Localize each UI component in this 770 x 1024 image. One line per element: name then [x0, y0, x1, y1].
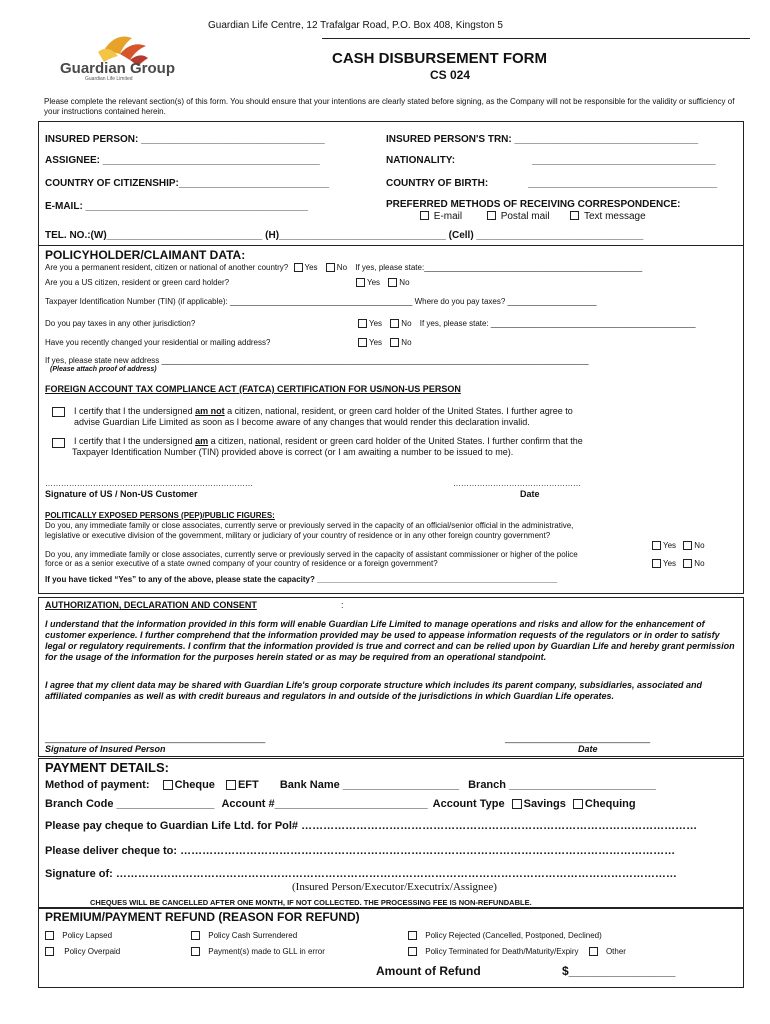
auth-paragraph-2: I agree that my client data may be shared with Guardian Life's group corporate structure which includes its parent company, subsidiaries, associated and affiliated companies as well as with credit bureaus and regulators in and outside of the jurisdictions in which Guardian Life operates.: [45, 680, 702, 701]
refund-rejected-checkbox[interactable]: [408, 931, 417, 940]
birth-country-label: COUNTRY OF BIRTH:: [386, 178, 489, 189]
auth-heading-colon: :: [341, 600, 344, 610]
fatca-not-us-checkbox[interactable]: [52, 407, 65, 417]
q-address-change-text: Have you recently changed your residential or mailing address?: [45, 338, 271, 347]
cheque-cancel-notice: CHEQUES WILL BE CANCELLED AFTER ONE MONTH, IF NOT COLLECTED. THE PROCESSING FEE IS NON-REFUNDABLE.: [90, 898, 532, 907]
pep-capacity-field[interactable]: If you have ticked “Yes” to any of the above, please state the capacity? ______________________________________________________: [45, 575, 558, 584]
refund-surrendered-checkbox[interactable]: [191, 931, 200, 940]
fatca-date-label: Date: [520, 489, 540, 499]
refund-terminated-option: [408, 947, 626, 957]
fatca-us-checkbox[interactable]: [52, 438, 65, 448]
refund-rejected-option: [408, 931, 602, 941]
q2-yes-label: Yes: [367, 278, 381, 288]
eft-checkbox[interactable]: [226, 780, 236, 790]
logo-name: Guardian Group: [60, 60, 176, 77]
pep-q1-options: [652, 541, 705, 551]
pep-q1-yes-checkbox[interactable]: [652, 541, 661, 550]
refund-overpaid-option: [45, 947, 120, 957]
payment-method-row: [45, 779, 656, 791]
refund-terminated-checkbox[interactable]: [408, 947, 417, 956]
fatca-date-line[interactable]: …………………………………………: [453, 479, 581, 488]
q-other-jurisdiction-text: Do you pay taxes in any other jurisdiction?: [45, 319, 196, 328]
auth-signature-label: Signature of Insured Person: [45, 744, 166, 754]
payment-signature-field[interactable]: Signature of: ………………………………………………………………………………………………………………………………………: [45, 868, 677, 880]
q-other-jurisdiction-options: [358, 319, 696, 329]
pep-q2-options: [652, 559, 705, 569]
payment-signature-sub: (Insured Person/Executor/Executrix/Assignee): [292, 881, 497, 893]
pep-q1-text-b: legislative or executive division of the government, military or judiciary of your country of residence or in any other foreign country government?: [45, 531, 551, 540]
fatca-cert1-text-c: advise Guardian Life Limited as soon as I become aware of any changes that would render this declaration invalid.: [74, 417, 530, 427]
nationality-label: NATIONALITY:: [386, 155, 456, 166]
pref-methods-options: [420, 211, 646, 222]
pref-text-label: Text message: [583, 211, 646, 222]
pref-postal-label: Postal mail: [500, 211, 550, 222]
refund-overpaid-label: Policy Overpaid: [64, 947, 121, 957]
refund-gll-error-option: [191, 947, 325, 957]
refund-heading: PREMIUM/PAYMENT REFUND (REASON FOR REFUND): [45, 910, 360, 924]
account-number-field[interactable]: Account #_________________________: [221, 798, 428, 810]
fatca-cert2-text-c: Taxpayer Identification Number (TIN) provided above is correct (or I am awaiting a number to be issued to me).: [72, 447, 514, 457]
q4-yes-checkbox[interactable]: [358, 319, 367, 328]
refund-rejected-label: Policy Rejected (Cancelled, Postponed, Declined): [425, 931, 602, 941]
q-us-citizen-text: Are you a US citizen, resident or green card holder?: [45, 278, 230, 287]
account-row: [45, 798, 636, 810]
pref-methods-label: PREFERRED METHODS OF RECEIVING CORRESPONDENCE:: [386, 199, 681, 210]
pep-q2-yes-label: Yes: [663, 559, 677, 569]
account-type-label: Account Type: [432, 798, 505, 810]
q5-yes-checkbox[interactable]: [358, 338, 367, 347]
pep-q2-text-a: Do you, any immediate family or close associates, currently serve or previously served in the capacity of assistant commissioner or higher of the police: [45, 550, 578, 559]
pep-q1-yes-label: Yes: [663, 541, 677, 551]
q4-yes-label: Yes: [369, 319, 383, 329]
q1-yes-label: Yes: [304, 263, 318, 273]
auth-heading: AUTHORIZATION, DECLARATION AND CONSENT: [45, 600, 257, 610]
refund-other-checkbox[interactable]: [589, 947, 598, 956]
refund-lapsed-label: Policy Lapsed: [62, 931, 113, 941]
q5-no-checkbox[interactable]: [390, 338, 399, 347]
fatca-signature-label: Signature of US / Non-US Customer: [45, 489, 198, 499]
fatca-heading: FOREIGN ACCOUNT TAX COMPLIANCE ACT (FATCA) CERTIFICATION FOR US/NON-US PERSON: [45, 384, 461, 394]
branch-code-field[interactable]: Branch Code ________________: [45, 798, 215, 810]
intro-text: Please complete the relevant section(s) of this form. You should ensure that your intentions are clearly stated before signing, as the Company will not be responsible for the validity or sufficiency of your instructions contained herein.: [44, 97, 735, 116]
q1-followup-field[interactable]: If yes, please state:_________________________________________________: [355, 263, 643, 273]
claimant-divider: [38, 245, 744, 246]
form-title: CASH DISBURSEMENT FORM: [332, 50, 548, 67]
insured-trn-field[interactable]: INSURED PERSON'S TRN: _________________________________: [386, 134, 699, 145]
payment-method-label: Method of payment:: [45, 779, 150, 791]
assignee-field[interactable]: ASSIGNEE: _______________________________________: [45, 155, 320, 166]
refund-other-label: Other: [605, 947, 626, 957]
q4-followup-field[interactable]: If yes, please state: ______________________________________________: [419, 319, 696, 329]
birth-country-field[interactable]: __________________________________: [528, 178, 718, 189]
cheque-checkbox[interactable]: [163, 780, 173, 790]
fatca-cert2-text-b: a citizen, national, resident or green card holder of the United States. I further confirm that the: [208, 436, 583, 446]
q-address-change-options: [358, 338, 412, 348]
fatca-cert-us: [74, 436, 583, 446]
q4-no-checkbox[interactable]: [390, 319, 399, 328]
refund-amount-label: Amount of Refund: [376, 964, 481, 978]
q5-no-label: No: [401, 338, 412, 348]
pep-q2-no-label: No: [694, 559, 705, 569]
refund-gll-error-checkbox[interactable]: [191, 947, 200, 956]
q5-yes-label: Yes: [369, 338, 383, 348]
eft-label: EFT: [237, 779, 259, 791]
form-code: CS 024: [430, 68, 471, 82]
q1-no-label: No: [336, 263, 348, 273]
auth-date-line[interactable]: _____________________________: [505, 733, 651, 743]
q1-yes-checkbox[interactable]: [294, 263, 303, 272]
fatca-cert1-text-a: I certify that I the undersigned: [74, 406, 196, 416]
chequing-label: Chequing: [584, 798, 636, 810]
refund-gll-error-label: Payment(s) made to GLL in error: [208, 947, 325, 957]
tin-field[interactable]: Taxpayer Identification Number (TIN) (if applicable): _________________________________________ Where do you pay taxes? ____________________: [45, 297, 597, 306]
pep-q2-text-b: force or as a senior executive of a state owned company of your country of residence or a foreign government?: [45, 559, 438, 568]
auth-signature-line[interactable]: ____________________________________________: [45, 733, 266, 743]
insured-person-field[interactable]: INSURED PERSON: _________________________________: [45, 134, 325, 145]
branch-field[interactable]: Branch ________________________: [468, 779, 656, 791]
savings-label: Savings: [523, 798, 566, 810]
company-address: Guardian Life Centre, 12 Trafalgar Road, P.O. Box 408, Kingston 5: [208, 20, 503, 31]
q-permanent-resident: [45, 263, 642, 273]
pay-cheque-field[interactable]: Please pay cheque to Guardian Life Ltd. for Pol# ………………………………………………………………………………………………: [45, 820, 698, 832]
new-address-field[interactable]: If yes, please state new address ________________________________________________________________________________________________: [45, 356, 589, 365]
pref-email-label: E-mail: [433, 211, 463, 222]
q-permanent-resident-text: Are you a permanent resident, citizen or national of another country?: [45, 263, 289, 273]
savings-checkbox[interactable]: [512, 799, 522, 809]
fatca-cert-not-us: [74, 406, 573, 416]
fatca-cert1-emphasis: am not: [195, 406, 225, 416]
claimant-heading: POLICYHOLDER/CLAIMANT DATA:: [45, 248, 246, 262]
refund-amount-field[interactable]: $________________: [562, 964, 676, 978]
pref-email-checkbox[interactable]: [420, 211, 429, 220]
fatca-signature-line[interactable]: ……………………………………………………………………: [45, 479, 253, 488]
fatca-cert1-text-b: a citizen, national, resident, or green card holder of the United States. I further agree to: [224, 406, 573, 416]
proof-address-note: (Please attach proof of address): [50, 366, 157, 373]
bank-name-field[interactable]: Bank Name ___________________: [279, 779, 460, 791]
refund-surrendered-label: Policy Cash Surrendered: [208, 931, 298, 941]
fatca-cert2-text-a: I certify that I the undersigned: [74, 436, 196, 446]
auth-date-label: Date: [578, 744, 598, 754]
refund-lapsed-option: [45, 931, 112, 941]
pep-q1-no-label: No: [694, 541, 705, 551]
q4-no-label: No: [401, 319, 412, 329]
q2-yes-checkbox[interactable]: [356, 278, 365, 287]
q2-no-label: No: [399, 278, 410, 288]
refund-overpaid-checkbox[interactable]: [45, 947, 54, 956]
refund-surrendered-option: [191, 931, 297, 941]
tel-field[interactable]: TEL. NO.:(W)____________________________ (H)______________________________ (Cell) ______________________________: [45, 230, 644, 241]
email-field[interactable]: E-MAIL: ________________________________________: [45, 201, 309, 212]
nationality-field[interactable]: _________________________________: [532, 155, 716, 166]
citizenship-field[interactable]: COUNTRY OF CITIZENSHIP:___________________________: [45, 178, 330, 189]
logo-subtitle: Guardian Life Limited: [85, 76, 133, 82]
deliver-cheque-field[interactable]: Please deliver cheque to: ………………………………………………………………………………………………………………………: [45, 845, 676, 857]
pep-q1-no-checkbox[interactable]: [683, 541, 692, 550]
cheque-label: Cheque: [174, 779, 215, 791]
pep-q1-text-a: Do you, any immediate family or close associates, currently serve or previously served in the capacity of an official/senior official in the administrative,: [45, 521, 574, 530]
pref-postal-checkbox[interactable]: [487, 211, 496, 220]
pep-q2-yes-checkbox[interactable]: [652, 559, 661, 568]
q2-no-checkbox[interactable]: [388, 278, 397, 287]
q1-no-checkbox[interactable]: [326, 263, 335, 272]
auth-paragraph-1: I understand that the information provided in this form will enable Guardian Life Limited to manage operations and risks and allow for the enhancement of customer experience. I further comprehend that the information provided may be used to appease information requests of the regulators or in order to satisfy legal or regulatory requirements. I confirm that the information provided is true and correct and can be relied upon by Guardian Life and hereby grant permission for the usage of the information for the purposes herein stated or as may be required from an operational standpoint.: [45, 619, 735, 662]
fatca-cert2-emphasis: am: [195, 436, 209, 446]
chequing-checkbox[interactable]: [573, 799, 583, 809]
pep-heading: POLITICALLY EXPOSED PERSONS (PEP)/PUBLIC FIGURES:: [45, 511, 275, 520]
header-rule: [322, 38, 750, 39]
q-us-citizen-options: [356, 278, 410, 288]
payment-heading: PAYMENT DETAILS:: [45, 760, 169, 775]
refund-lapsed-checkbox[interactable]: [45, 931, 54, 940]
pref-text-checkbox[interactable]: [570, 211, 579, 220]
refund-terminated-label: Policy Terminated for Death/Maturity/Expiry: [425, 947, 579, 957]
pep-q2-no-checkbox[interactable]: [683, 559, 692, 568]
